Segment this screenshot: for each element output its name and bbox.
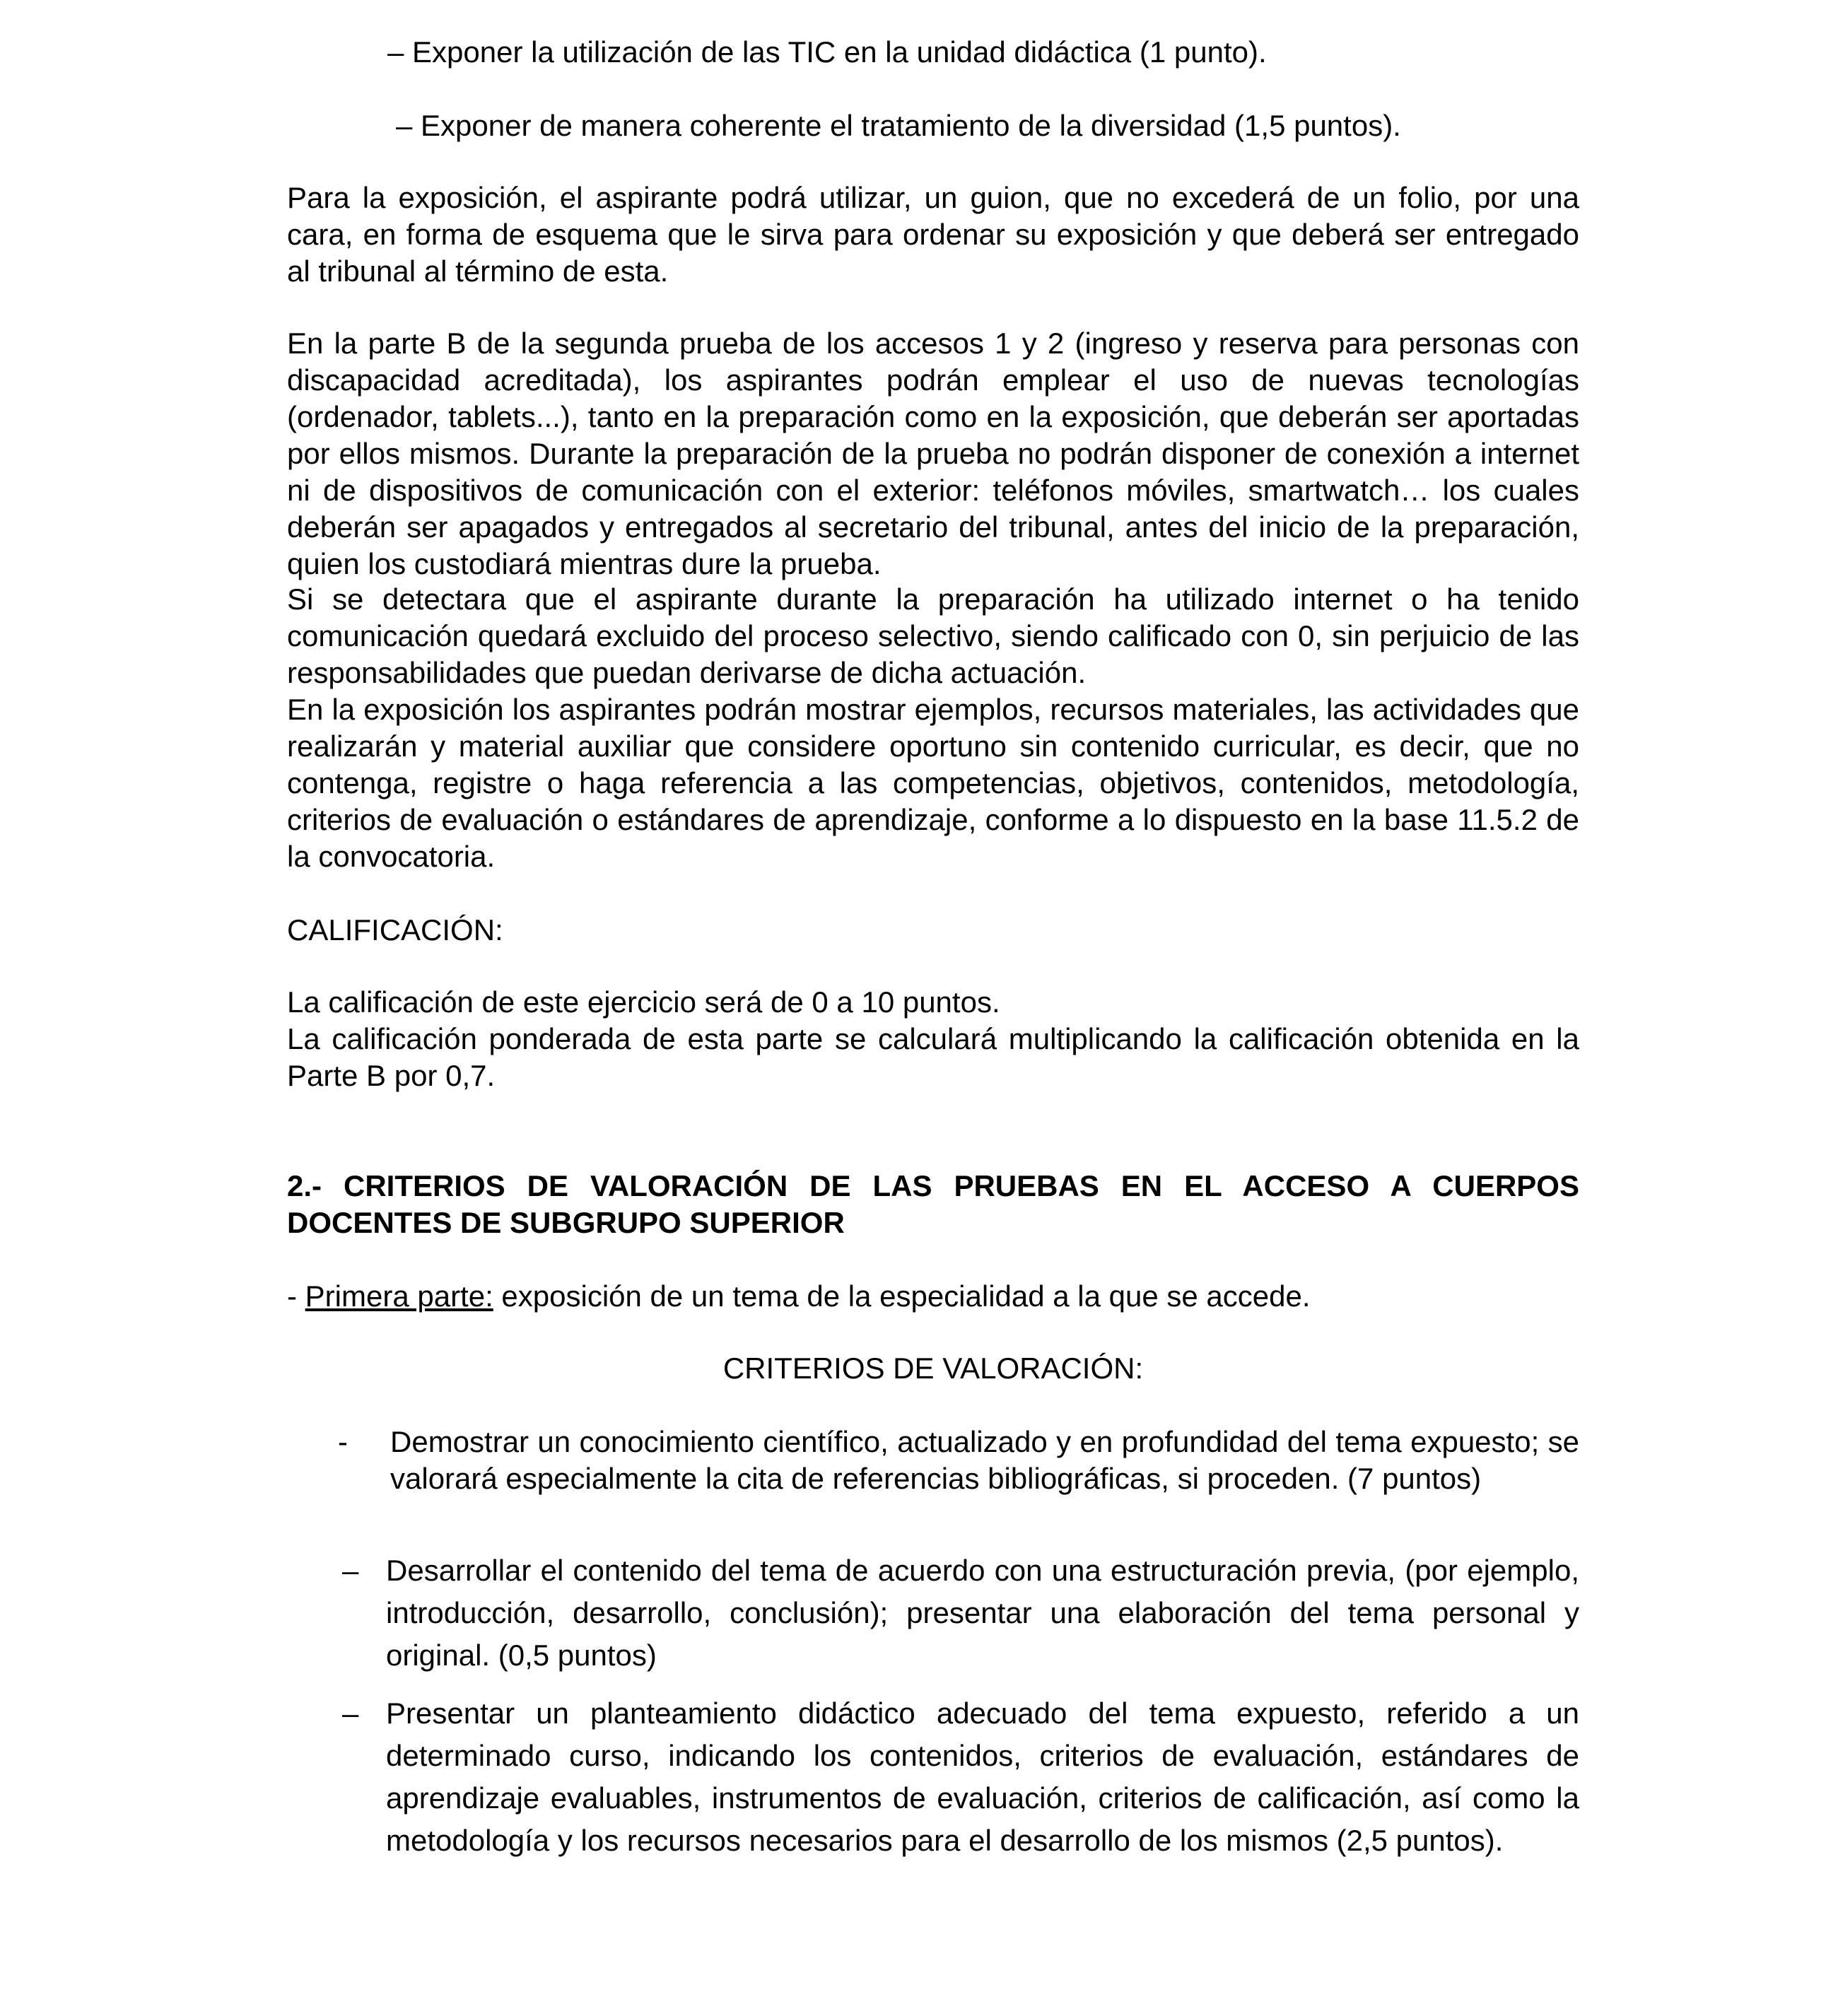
criterion-text: Presentar un planteamiento didáctico adecuado del tema expuesto, referido a un determinado curso, indicando los contenidos, criterios de evaluación, estándares de aprendizaje evaluables, instrumentos de evaluación, criterios de calificación, así como la metodología y los recursos necesarios para el desarrollo de los mismos (2,5 puntos).: [386, 1696, 1579, 1857]
diversity-bullet: – Exponer de manera coherente el tratamiento de la diversidad (1,5 puntos).: [396, 109, 1401, 142]
section-2-heading: 2.- CRITERIOS DE VALORACIÓN DE LAS PRUEBAS EN EL ACCESO A CUERPOS DOCENTES DE SUBGRUPO SUPERIOR: [287, 1169, 1579, 1239]
tic-bullet: – Exponer la utilización de las TIC en la unidad didáctica (1 punto).: [387, 35, 1267, 69]
criterios-title: CRITERIOS DE VALORACIÓN:: [722, 1352, 1144, 1385]
primera-parte-label: Primera parte:: [305, 1279, 493, 1313]
ejemplos-paragraph: En la exposición los aspirantes podrán mostrar ejemplos, recursos materiales, las actividades que realizarán y material auxiliar que considere oportuno sin contenido curricular, es decir, que no contenga, registre o haga referencia a las competencias, objetivos, contenidos, metodología, criterios de evaluación o estándares de aprendizaje, conforme a lo dispuesto en la base 11.5.2 de la convocatoria.: [287, 693, 1579, 873]
primera-parte-text: exposición de un tema de la especialidad a la que se accede.: [493, 1279, 1311, 1313]
primera-parte-line: [287, 1278, 1579, 1315]
parte-b-paragraph: En la parte B de la segunda prueba de los accesos 1 y 2 (ingreso y reserva para personas con discapacidad acreditada), los aspirantes podrán emplear el uso de nuevas tecnologías (ordenador, tablets...), tanto en la preparación como en la exposición, que deberán ser aportadas por ellos mismos. Durante la preparación de la prueba no podrán disponer de conexión a internet ni de dispositivos de comunicación con el exterior: teléfonos móviles, smartwatch… los cuales deberán ser apagados y entregados al secretario del tribunal, antes del inicio de la preparación, quien los custodiará mientras dure la prueba.: [287, 327, 1579, 580]
primera-parte-prefix: -: [287, 1279, 305, 1313]
guion-paragraph: Para la exposición, el aspirante podrá utilizar, un guion, que no excederá de un folio, por una cara, en forma de esquema que le sirva para ordenar su exposición y que deberá ser entregado al tribunal al término de esta.: [287, 181, 1579, 288]
deteccion-paragraph: Si se detectara que el aspirante durante la preparación ha utilizado internet o ha tenido comunicación quedará excluido del proceso selectivo, siendo calificado con 0, sin perjuicio de las responsabilidades que puedan derivarse de dicha actuación.: [287, 582, 1579, 689]
list-marker: –: [342, 1554, 359, 1587]
calificacion-line-2: La calificación ponderada de esta parte se calculará multiplicando la calificación obtenida en la Parte B por 0,7.: [287, 1022, 1579, 1092]
list-marker: –: [342, 1696, 359, 1730]
criterion-text: Desarrollar el contenido del tema de acuerdo con una estructuración previa, (por ejemplo, introducción, desarrollo, conclusión); presentar una elaboración del tema personal y original. (0,5 puntos): [386, 1554, 1579, 1672]
calificacion-line-1: La calificación de este ejercicio será de 0 a 10 puntos.: [287, 985, 1000, 1019]
criterion-text: Demostrar un conocimiento científico, actualizado y en profundidad del tema expuesto; se valorará especialmente la cita de referencias bibliográficas, si proceden. (7 puntos): [390, 1425, 1579, 1495]
calificacion-heading: CALIFICACIÓN:: [287, 913, 503, 947]
list-marker: -: [338, 1425, 348, 1458]
